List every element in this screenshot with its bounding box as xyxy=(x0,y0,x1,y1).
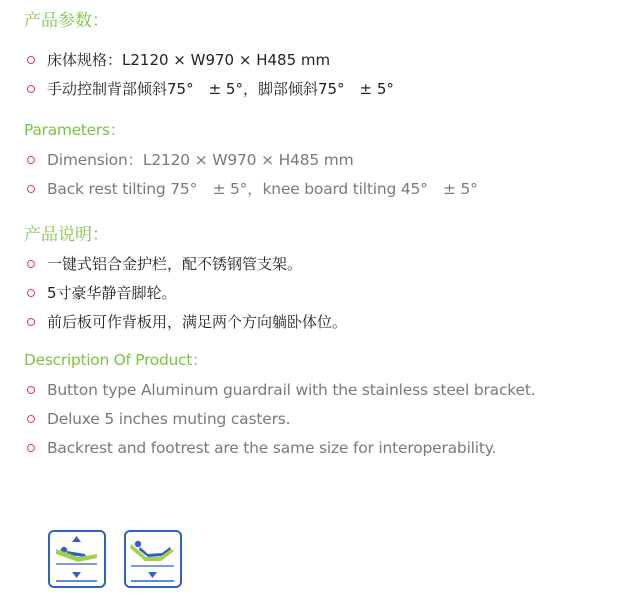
desc-cn-heading: 产品说明： xyxy=(24,225,109,245)
list-item-text: Backrest and footrest are the same size for interoperability. xyxy=(47,439,497,457)
bed-backrest-tilt-icon xyxy=(124,530,182,588)
list-item xyxy=(27,250,347,279)
circle-bullet-icon xyxy=(27,56,35,64)
circle-bullet-icon xyxy=(27,386,35,394)
circle-bullet-icon xyxy=(27,260,35,268)
list-item-text: Back rest tilting 75° ± 5°，knee board tilting 45° ± 5° xyxy=(47,180,478,198)
list-item-text: 床体规格：L2120 × W970 × H485 mm xyxy=(47,51,331,69)
list-item xyxy=(27,75,394,104)
list-item-text: 5寸豪华静音脚轮。 xyxy=(47,284,177,302)
circle-bullet-icon xyxy=(27,444,35,452)
circle-bullet-icon xyxy=(27,289,35,297)
list-item xyxy=(27,279,347,308)
list-item-text: 手动控制背部倾斜75° ± 5°，脚部倾斜75° ± 5° xyxy=(47,80,394,98)
list-item-text: Button type Aluminum guardrail with the stainless steel bracket. xyxy=(47,381,536,399)
circle-bullet-icon xyxy=(27,185,35,193)
list-item xyxy=(27,405,535,434)
circle-bullet-icon xyxy=(27,85,35,93)
list-item xyxy=(27,146,478,175)
list-item-text: 前后板可作背板用，满足两个方向躺卧体位。 xyxy=(47,313,348,331)
specs-cn-list xyxy=(27,46,394,104)
desc-cn-list xyxy=(27,250,347,337)
list-item xyxy=(27,308,347,337)
bed-height-adjust-icon xyxy=(48,530,106,588)
list-item xyxy=(27,175,478,204)
feature-icons xyxy=(48,530,182,588)
specs-en-list xyxy=(27,146,478,204)
list-item-text: Deluxe 5 inches muting casters. xyxy=(47,410,291,428)
list-item-text: Dimension：L2120 × W970 × H485 mm xyxy=(47,151,354,169)
specs-en-heading: Parameters： xyxy=(24,121,125,139)
circle-bullet-icon xyxy=(27,156,35,164)
specs-cn-heading: 产品参数： xyxy=(24,11,109,31)
desc-en-list xyxy=(27,376,535,463)
circle-bullet-icon xyxy=(27,318,35,326)
desc-en-heading: Description Of Product： xyxy=(24,351,208,369)
list-item xyxy=(27,434,535,463)
circle-bullet-icon xyxy=(27,415,35,423)
list-item xyxy=(27,46,394,75)
list-item xyxy=(27,376,535,405)
list-item-text: 一键式铝合金护栏，配不锈钢管支架。 xyxy=(47,255,303,273)
